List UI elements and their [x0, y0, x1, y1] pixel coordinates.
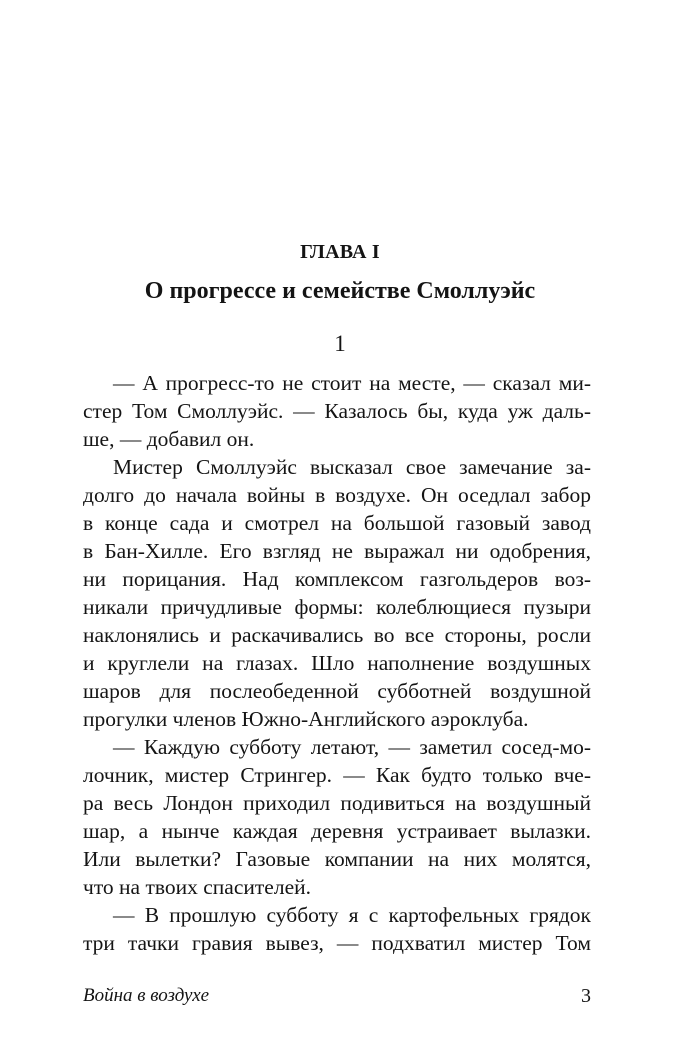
chapter-title: О прогрессе и семействе Смоллуэйс — [144, 278, 536, 304]
text-line: шаров для послеобеденной субботней воздушной — [83, 679, 591, 703]
body-text — [83, 369, 591, 957]
text-line: никали причудливые формы: колеблющиеся пузыри — [83, 595, 591, 619]
text-line: что на твоих спасителей. — [83, 875, 311, 899]
text-line: в конце сада и смотрел на большой газовый завод — [83, 511, 591, 535]
text-line: лочник, мистер Стрингер. — Как будто только вче- — [83, 763, 591, 787]
text-line: и круглели на глазах. Шло наполнение воздушных — [83, 651, 591, 675]
text-line: Или вылетки? Газовые компании на них молятся, — [83, 847, 591, 871]
text-line: ра весь Лондон приходил подивиться на воздушный — [83, 791, 591, 815]
text-line: три тачки гравия вывез, — подхватил мистер Том — [83, 931, 591, 955]
text-line: прогулки членов Южно-Английского аэроклуба. — [83, 707, 529, 731]
text-line: в Бан-Хилле. Его взгляд не выражал ни одобрения, — [83, 539, 591, 563]
text-line: ни порицания. Над комплексом газгольдеров воз- — [83, 567, 591, 591]
running-footer-title: Война в воздухе — [83, 985, 210, 1006]
section-number: 1 — [334, 331, 346, 356]
text-line: стер Том Смоллуэйс. — Казалось бы, куда уж даль- — [83, 399, 591, 423]
text-line: долго до начала войны в воздухе. Он оседлал забор — [83, 483, 591, 507]
text-line: — А прогресс-то не стоит на месте, — сказал ми- — [113, 371, 591, 395]
page-number: 3 — [581, 985, 591, 1007]
text-line: ше, — добавил он. — [83, 427, 255, 451]
text-line: — В прошлую субботу я с картофельных грядок — [113, 903, 591, 927]
text-line: наклонялись и раскачивались во все стороны, росли — [83, 623, 591, 647]
text-line: Мистер Смоллуэйс высказал свое замечание за- — [113, 455, 591, 479]
text-line: шар, а нынче каждая деревня устраивает вылазки. — [83, 819, 591, 843]
text-line: — Каждую субботу летают, — заметил сосед-мо- — [113, 735, 591, 759]
chapter-label: ГЛАВА I — [300, 241, 380, 263]
